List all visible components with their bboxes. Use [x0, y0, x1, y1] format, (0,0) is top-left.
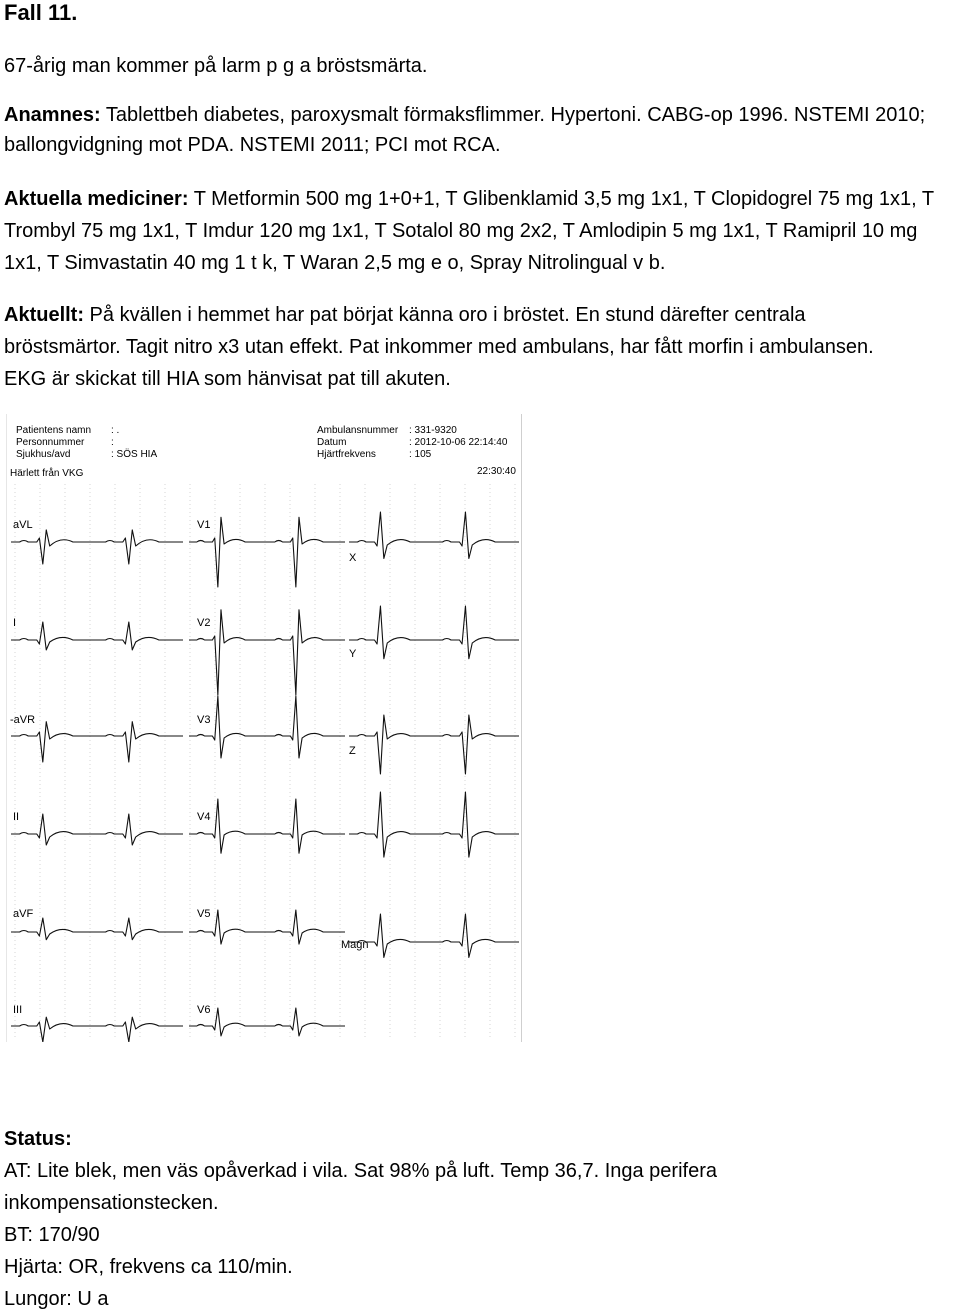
ekg-trace — [189, 610, 345, 695]
ekg-trace — [11, 722, 183, 762]
lead-label-ii: II — [13, 811, 20, 823]
ekg-trace — [189, 1008, 345, 1036]
status-label: Status: — [4, 1128, 72, 1150]
anamnes-line-1 — [4, 101, 925, 130]
ekg-sjukhus-label: Sjukhus/avd — [16, 449, 71, 460]
medications-label: Aktuella mediciner: — [4, 188, 189, 210]
ekg-sjukhus-value: : SÖS HIA — [111, 449, 158, 460]
ekg-trace — [11, 622, 183, 650]
ekg-personnummer-label: Personnummer — [16, 437, 85, 448]
lead-label-y: Y — [349, 648, 357, 660]
lead-label-v1: V1 — [197, 519, 211, 531]
lead-label-v2: V2 — [197, 617, 211, 629]
ekg-grid — [15, 484, 515, 1040]
lead-label-z: Z — [349, 745, 356, 757]
ekg-trace — [349, 792, 519, 857]
ekg-hjartfrekvens-label: Hjärtfrekvens — [317, 449, 376, 460]
case-title: Fall 11. — [4, 0, 78, 25]
ekg-time: 22:30:40 — [477, 466, 516, 477]
ekg-trace — [349, 512, 519, 559]
status-bt: BT: 170/90 — [4, 1224, 100, 1246]
case-intro: 67-årig man kommer på larm p g a bröstsmärta. — [4, 55, 428, 77]
anamnes-text-1: Tablettbeh diabetes, paroxysmalt förmaksflimmer. Hypertoni. CABG-op 1996. NSTEMI 2010; — [100, 104, 926, 126]
ekg-source-label: Härlett från VKG — [10, 468, 84, 479]
lead-label-avf: aVF — [13, 908, 34, 920]
ekg-ambulans-value: : 331-9320 — [409, 425, 457, 436]
ekg-trace — [189, 696, 345, 758]
status-lungor: Lungor: U a — [4, 1288, 109, 1310]
aktuellt-text-1: På kvällen i hemmet har pat börjat känna oro i bröstet. En stund därefter centrala — [84, 304, 806, 326]
ekg-trace — [349, 606, 519, 659]
ekg-trace — [189, 517, 345, 587]
ekg-datum-value: : 2012-10-06 22:14:40 — [409, 437, 508, 448]
ekg-trace — [349, 914, 519, 957]
status-at-line-2: inkompensationstecken. — [4, 1192, 219, 1214]
lead-label-avl: aVL — [13, 519, 33, 531]
lead-label-iii: III — [13, 1004, 23, 1016]
lead-label-magn: Magn — [341, 939, 369, 951]
medications-line-3: 1x1, T Simvastatin 40 mg 1 t k, T Waran 2,5 mg e o, Spray Nitrolingual v b. — [4, 252, 666, 274]
ekg-printout — [6, 414, 522, 1042]
anamnes-line-2: ballongvidgning mot PDA. NSTEMI 2011; PCI mot RCA. — [4, 134, 501, 156]
ekg-personnummer-value: : — [111, 437, 114, 448]
status-at-line-1: AT: Lite blek, men väs opåverkad i vila. Sat 98% på luft. Temp 36,7. Inga perifera — [4, 1160, 717, 1182]
medications-line-2: Trombyl 75 mg 1x1, T Imdur 120 mg 1x1, T Sotalol 80 mg 2x2, T Amlodipin 5 mg 1x1, T Ramipril 10 mg — [4, 220, 918, 242]
ekg-patient-name-value: : . — [111, 425, 120, 436]
ekg-trace — [11, 530, 183, 564]
ekg-patient-name-label: Patientens namn — [16, 425, 92, 436]
ekg-trace — [349, 715, 519, 774]
lead-label-i: I — [13, 617, 17, 629]
lead-label-avr: -aVR — [10, 714, 36, 726]
lead-label-v6: V6 — [197, 1004, 211, 1016]
lead-label-v5: V5 — [197, 908, 211, 920]
aktuellt-label: Aktuellt: — [4, 304, 84, 326]
ekg-trace — [189, 910, 345, 944]
aktuellt-line-2: bröstsmärtor. Tagit nitro x3 utan effekt. Pat inkommer med ambulans, har fått morfin i ambulansen. — [4, 336, 874, 358]
ekg-trace — [11, 814, 183, 845]
ekg-trace — [11, 1017, 183, 1042]
medications-text-1: T Metformin 500 mg 1+0+1, T Glibenklamid 3,5 mg 1x1, T Clopidogrel 75 mg 1x1, T — [188, 188, 935, 210]
ekg-trace — [189, 799, 345, 853]
aktuellt-line-3: EKG är skickat till HIA som hänvisat pat till akuten. — [4, 368, 451, 390]
anamnes-label: Anamnes: — [4, 104, 101, 126]
lead-label-x: X — [349, 552, 357, 564]
ekg-datum-label: Datum — [317, 437, 347, 448]
status-hjarta: Hjärta: OR, frekvens ca 110/min. — [4, 1256, 293, 1278]
ekg-hjartfrekvens-value: : 105 — [409, 449, 432, 460]
ekg-ambulans-label: Ambulansnummer — [317, 425, 399, 436]
medications-line-1 — [4, 185, 934, 214]
ekg-trace-area — [7, 414, 521, 1042]
aktuellt-line-1 — [4, 301, 806, 330]
ekg-trace — [11, 918, 183, 940]
lead-label-v3: V3 — [197, 714, 211, 726]
lead-label-v4: V4 — [197, 811, 211, 823]
